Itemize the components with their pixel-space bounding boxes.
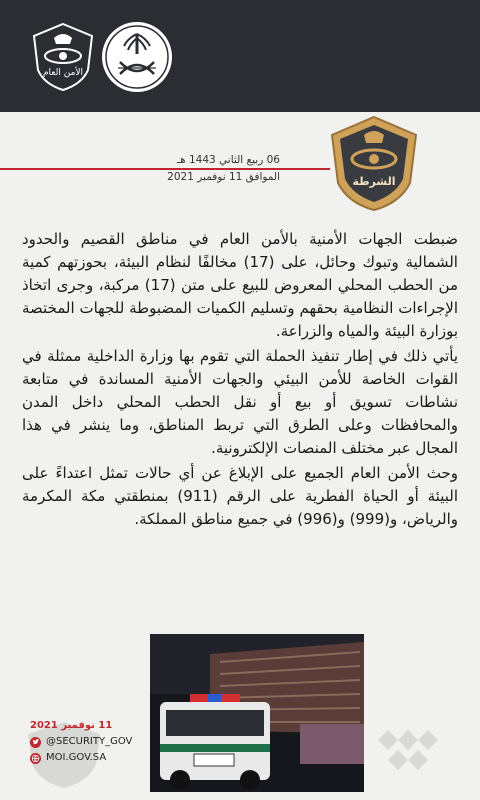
footer-website-row[interactable] (30, 750, 160, 766)
paragraph-2: يأتي ذلك في إطار تنفيذ الحملة التي تقوم بها وزارة الداخلية ممثلة في القوات الخاصة للأمن البيئي والجهات الأمنية المساندة في متابعة نشاطات تسويق أو بيع أو نقل الحطب المحلي داخل المدن والمحافظات وعلى الطرق التي تربط المناطق، وما ينشر في هذا المجال عبر مختلف المنصات الإلكترونية. (22, 347, 458, 457)
paragraph-1: ضبطت الجهات الأمنية بالأمن العام في مناطق القصيم والحدود الشمالية وتبوك وحائل، على (17) مخالفًا لنظام البيئة، بحوزتهم كمية من الحطب المحلي المعروض للبيع على متن (17) مركبة، وجرى اتخاذ الإجراءات النظامية بحقهم وتسليم الكميات المضبوطة للجهات المختصة بوزارة البيئة والمياه والزراعة. (22, 230, 459, 340)
footer-date-row (30, 718, 160, 734)
footer-info (30, 718, 160, 766)
police-vehicle-photo (150, 634, 364, 792)
decorative-pattern (378, 730, 438, 780)
footer-twitter-row[interactable] (30, 734, 160, 750)
globe-icon (30, 753, 41, 764)
saudi-emblem-icon (100, 20, 174, 94)
footer-date: 11 نوفمبر 2021 (30, 720, 113, 731)
date-block (150, 152, 280, 186)
gregorian-date: الموافق 11 نوفمبر 2021 (167, 171, 280, 183)
twitter-icon (30, 737, 41, 748)
paragraph-3: وحث الأمن العام الجميع على الإبلاغ عن أي حالات تمثل اعتداءً على البيئة أو الحياة الفطرية على الرقم (911) بمنطقتي مكة المكرمة والرياض، و(999) و(996) في جميع مناطق المملكة. (22, 464, 458, 528)
header-bar (0, 0, 480, 112)
twitter-handle[interactable]: @SECURITY_GOV (46, 736, 133, 747)
police-badge-icon (324, 113, 424, 213)
public-security-logo (26, 20, 100, 94)
announcement-body (22, 228, 458, 533)
police-badge-label: الشرطة (352, 175, 396, 188)
security-logo-label: الأمن العام (42, 68, 84, 78)
hijri-date: 06 ربيع الثاني 1443 هـ (177, 154, 280, 166)
website-link[interactable]: MOI.GOV.SA (46, 752, 107, 763)
